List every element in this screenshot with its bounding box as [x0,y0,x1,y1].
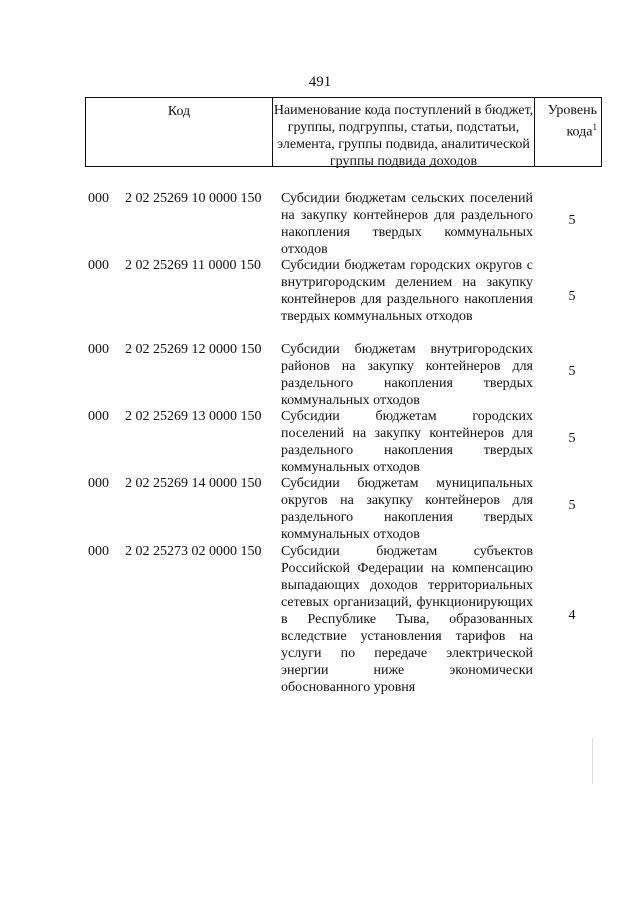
row-admin-code: 000 [88,342,109,357]
row-name: Субсидии бюджетам субъектов Российской Федерации на компенсацию выпадающих доходов территориальных сетевых организаций, функционирующих в Республике Тыва, образованных вследствие установления тарифов на услуги по передаче электрической энергии ниже экономически обоснованного уровня [281,544,533,695]
row-level: 4 [568,608,576,623]
header-level-label: Уровень кода [547,103,597,140]
row-admin-code: 000 [88,544,109,559]
header-name: Наименование кода поступлений в бюджет, группы, подгруппы, статьи, подстатьи, элемента, группы подвида, аналитической группы подвида доходов [273,98,535,166]
row-name: Субсидии бюджетам городских поселений на закупку контейнеров для раздельного накопления твердых коммунальных отходов [281,409,533,475]
row-level: 5 [568,364,576,379]
scan-edge-mark [592,738,593,784]
row-level: 5 [568,289,576,304]
header-level [535,98,601,166]
row-name: Субсидии бюджетам муниципальных округов на закупку контейнеров для раздельного накопления твердых коммунальных отходов [281,476,533,542]
row-admin-code: 000 [88,191,109,206]
table-header [85,97,602,167]
row-name: Субсидии бюджетам городских округов с внутригородским делением на закупку контейнеров для раздельного накопления твердых коммунальных отходов [281,258,533,324]
page-number: 491 [308,74,332,90]
row-income-code: 2 02 25273 02 0000 150 [125,544,262,559]
row-admin-code: 000 [88,258,109,273]
row-income-code: 2 02 25269 10 0000 150 [125,191,262,206]
row-name: Субсидии бюджетам внутригородских районов на закупку контейнеров для раздельного накопления твердых коммунальных отходов [281,342,533,408]
row-income-code: 2 02 25269 12 0000 150 [125,342,262,357]
row-income-code: 2 02 25269 11 0000 150 [125,258,261,273]
row-income-code: 2 02 25269 13 0000 150 [125,409,262,424]
row-name: Субсидии бюджетам сельских поселений на закупку контейнеров для раздельного накопления твердых коммунальных отходов [281,191,533,257]
header-code: Код [86,98,273,166]
header-level-footnote: 1 [592,122,597,132]
row-level: 5 [568,431,576,446]
row-admin-code: 000 [88,409,109,424]
row-level: 5 [568,498,576,513]
row-level: 5 [568,213,576,228]
row-admin-code: 000 [88,476,109,491]
row-income-code: 2 02 25269 14 0000 150 [125,476,262,491]
